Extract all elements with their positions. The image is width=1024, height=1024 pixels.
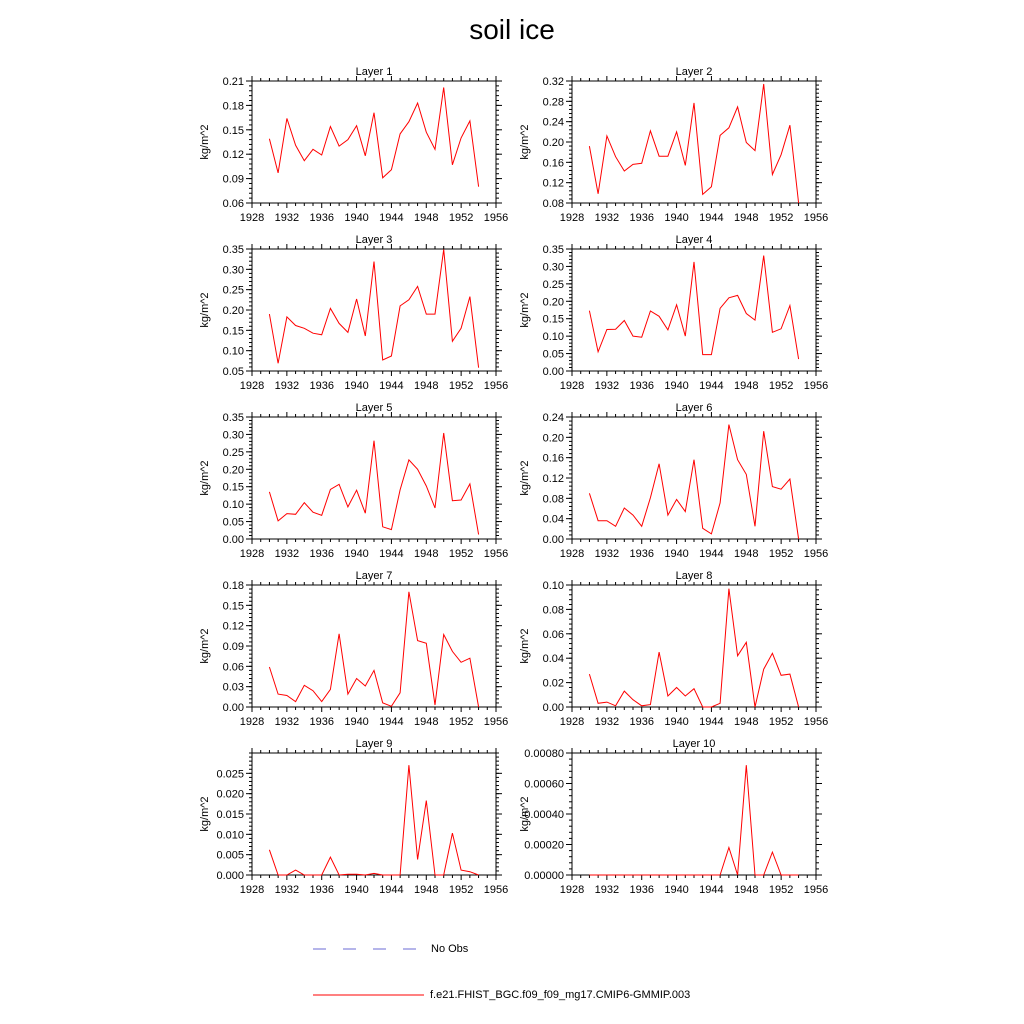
y-tick-label: 0.00020 [524,839,564,852]
y-tick-label: 0.15 [222,124,244,137]
x-tick-label: 1928 [559,716,585,728]
chart-panel-layer-1 [199,66,508,224]
y-tick-label: 0.25 [222,284,244,297]
y-axis-label: kg/m^2 [519,292,531,328]
y-tick-label: 0.20 [542,296,564,309]
chart-panel-layer-9 [199,738,508,896]
y-tick-label: 0.00 [222,534,244,546]
plot-frame [252,249,496,371]
y-tick-label: 0.00080 [524,748,564,760]
x-tick-label: 1956 [803,716,829,728]
x-tick-label: 1928 [559,380,585,392]
x-tick-label: 1928 [559,884,585,896]
x-tick-label: 1948 [734,884,759,896]
y-tick-label: 0.16 [542,157,564,170]
y-tick-label: 0.35 [222,412,244,424]
chart-panel-layer-5 [199,402,508,560]
x-tick-label: 1936 [629,884,654,896]
y-tick-label: 0.010 [216,829,244,842]
x-tick-label: 1940 [664,548,689,560]
y-tick-label: 0.05 [222,516,244,529]
y-tick-label: 0.015 [216,809,244,821]
x-tick-label: 1956 [803,884,829,896]
y-tick-label: 0.12 [222,149,244,162]
chart-panel-layer-8 [519,570,828,728]
x-tick-label: 1948 [414,548,439,560]
series-line [589,765,798,875]
y-tick-label: 0.10 [542,580,564,592]
chart-panel-layer-2 [519,66,828,224]
y-tick-label: 0.15 [542,313,564,326]
y-tick-label: 0.30 [222,429,244,442]
x-tick-label: 1948 [734,212,759,224]
series-line [269,592,478,707]
x-tick-label: 1936 [629,716,654,728]
x-tick-label: 1936 [309,380,334,392]
y-tick-label: 0.20 [222,305,244,317]
y-tick-label: 0.08 [542,198,564,210]
x-tick-label: 1948 [414,212,439,224]
y-tick-label: 0.05 [542,348,564,361]
y-tick-label: 0.12 [222,620,244,633]
panel-title: Layer 1 [355,66,393,78]
chart-panel-layer-10 [519,738,828,896]
panel-title: Layer 8 [675,570,713,582]
x-tick-label: 1932 [594,884,620,896]
y-tick-label: 0.16 [542,452,564,465]
y-tick-label: 0.09 [222,173,244,186]
y-tick-label: 0.02 [542,677,564,690]
y-tick-label: 0.005 [216,849,244,862]
y-tick-label: 0.020 [216,788,244,801]
x-tick-label: 1940 [664,380,689,392]
y-tick-label: 0.06 [222,198,244,210]
series-line [269,88,478,187]
y-tick-label: 0.35 [222,244,244,256]
x-tick-label: 1944 [379,548,404,560]
x-tick-label: 1932 [594,212,620,224]
series-line [269,433,478,535]
x-tick-label: 1936 [309,548,334,560]
y-tick-label: 0.10 [222,345,244,358]
x-tick-label: 1952 [448,380,474,392]
plot-frame [572,753,816,875]
x-tick-label: 1932 [274,380,300,392]
x-tick-label: 1940 [664,716,689,728]
y-tick-label: 0.24 [542,116,564,129]
x-tick-label: 1952 [448,716,474,728]
y-tick-label: 0.00 [222,702,244,714]
x-tick-label: 1928 [239,548,265,560]
y-tick-label: 0.20 [542,432,564,445]
y-axis-label: kg/m^2 [199,460,211,496]
x-tick-label: 1948 [734,548,759,560]
y-tick-label: 0.04 [542,513,564,526]
x-tick-label: 1944 [379,212,404,224]
panel-title: Layer 10 [672,738,716,750]
x-tick-label: 1944 [699,212,724,224]
x-tick-label: 1948 [414,884,439,896]
page-title: soil ice [469,14,555,45]
y-axis-label: kg/m^2 [519,796,531,832]
plot-frame [572,417,816,539]
y-tick-label: 0.15 [222,481,244,494]
y-tick-label: 0.32 [542,76,564,88]
x-tick-label: 1956 [483,548,509,560]
x-tick-label: 1952 [768,548,794,560]
y-tick-label: 0.05 [222,366,244,378]
y-tick-label: 0.35 [542,244,564,256]
x-tick-label: 1956 [483,380,509,392]
x-tick-label: 1932 [274,212,300,224]
y-tick-label: 0.12 [542,177,564,190]
legend-label-run: f.e21.FHIST_BGC.f09_f09_mg17.CMIP6-GMMIP.003 [430,989,691,1001]
x-tick-label: 1928 [239,716,265,728]
x-tick-label: 1952 [448,212,474,224]
panel-title: Layer 2 [675,66,713,78]
x-tick-label: 1936 [309,884,334,896]
x-tick-label: 1956 [803,380,829,392]
x-tick-label: 1928 [239,380,265,392]
x-tick-label: 1928 [559,212,585,224]
legend-label-no-obs: No Obs [431,943,469,955]
y-axis-label: kg/m^2 [199,292,211,328]
plot-frame [572,81,816,203]
x-tick-label: 1944 [699,716,724,728]
x-tick-label: 1952 [768,716,794,728]
y-tick-label: 0.25 [222,446,244,459]
x-tick-label: 1936 [309,212,334,224]
y-tick-label: 0.12 [542,473,564,485]
chart-panel-layer-3 [199,234,508,392]
x-tick-label: 1940 [344,548,369,560]
x-tick-label: 1940 [664,884,689,896]
panel-title: Layer 4 [675,234,713,246]
x-tick-label: 1932 [274,548,300,560]
y-tick-label: 0.30 [222,264,244,277]
x-tick-label: 1948 [734,716,759,728]
y-axis-label: kg/m^2 [199,628,211,664]
y-tick-label: 0.25 [542,278,564,291]
y-tick-label: 0.025 [216,768,244,781]
y-axis-label: kg/m^2 [519,460,531,496]
y-tick-label: 0.00 [542,366,564,378]
y-tick-label: 0.04 [542,653,564,666]
x-tick-label: 1936 [309,716,334,728]
y-tick-label: 0.28 [542,96,564,109]
x-tick-label: 1940 [344,380,369,392]
y-tick-label: 0.08 [542,604,564,617]
x-tick-label: 1940 [344,884,369,896]
y-tick-label: 0.00 [542,702,564,714]
x-tick-label: 1940 [664,212,689,224]
chart-panel-layer-7 [199,570,508,728]
x-tick-label: 1948 [414,716,439,728]
y-tick-label: 0.15 [222,325,244,338]
x-tick-label: 1956 [483,884,509,896]
x-tick-label: 1944 [699,380,724,392]
series-line [269,249,478,367]
series-line [589,84,798,203]
x-tick-label: 1956 [483,716,509,728]
x-tick-label: 1932 [594,716,620,728]
y-tick-label: 0.10 [222,499,244,512]
y-tick-label: 0.06 [542,628,564,641]
y-axis-label: kg/m^2 [199,796,211,832]
x-tick-label: 1940 [344,716,369,728]
panel-title: Layer 3 [355,234,393,246]
x-tick-label: 1948 [734,380,759,392]
x-tick-label: 1940 [344,212,369,224]
y-tick-label: 0.00060 [524,778,564,791]
x-tick-label: 1944 [699,884,724,896]
x-tick-label: 1936 [629,212,654,224]
x-tick-label: 1944 [379,716,404,728]
y-tick-label: 0.15 [222,600,244,613]
x-tick-label: 1956 [483,212,509,224]
x-tick-label: 1948 [414,380,439,392]
x-tick-label: 1928 [239,884,265,896]
y-tick-label: 0.24 [542,412,564,424]
panel-title: Layer 6 [675,402,713,414]
y-axis-label: kg/m^2 [199,124,211,160]
x-tick-label: 1952 [448,548,474,560]
y-tick-label: 0.03 [222,681,244,694]
y-tick-label: 0.000 [216,870,244,882]
y-tick-label: 0.20 [222,464,244,477]
y-tick-label: 0.30 [542,261,564,274]
x-tick-label: 1944 [379,884,404,896]
panel-title: Layer 9 [355,738,393,750]
series-line [589,256,798,360]
y-tick-label: 0.00000 [524,870,564,882]
y-tick-label: 0.06 [222,661,244,674]
x-tick-label: 1936 [629,548,654,560]
y-tick-label: 0.18 [222,580,244,592]
y-tick-label: 0.21 [222,76,244,88]
y-tick-label: 0.20 [542,137,564,149]
x-tick-label: 1932 [594,380,620,392]
chart-panel-layer-6 [519,402,828,560]
y-tick-label: 0.09 [222,641,244,653]
x-tick-label: 1932 [594,548,620,560]
y-tick-label: 0.18 [222,100,244,113]
series-line [269,765,478,875]
plot-frame [252,753,496,875]
panel-title: Layer 5 [355,402,393,414]
plot-frame [252,417,496,539]
panel-title: Layer 7 [355,570,393,582]
chart-panel-layer-4 [519,234,828,392]
x-tick-label: 1952 [768,212,794,224]
y-tick-label: 0.00040 [524,809,564,821]
y-axis-label: kg/m^2 [519,628,531,664]
x-tick-label: 1944 [699,548,724,560]
x-tick-label: 1944 [379,380,404,392]
x-tick-label: 1936 [629,380,654,392]
x-tick-label: 1956 [803,212,829,224]
plot-frame [572,249,816,371]
x-tick-label: 1952 [768,380,794,392]
x-tick-label: 1952 [768,884,794,896]
y-tick-label: 0.00 [542,534,564,546]
y-tick-label: 0.08 [542,493,564,506]
y-tick-label: 0.10 [542,331,564,344]
x-tick-label: 1928 [559,548,585,560]
x-tick-label: 1932 [274,716,300,728]
x-tick-label: 1956 [803,548,829,560]
series-line [589,425,798,539]
y-axis-label: kg/m^2 [519,124,531,160]
x-tick-label: 1932 [274,884,300,896]
x-tick-label: 1952 [448,884,474,896]
series-line [589,589,798,707]
x-tick-label: 1928 [239,212,265,224]
plot-frame [252,585,496,707]
